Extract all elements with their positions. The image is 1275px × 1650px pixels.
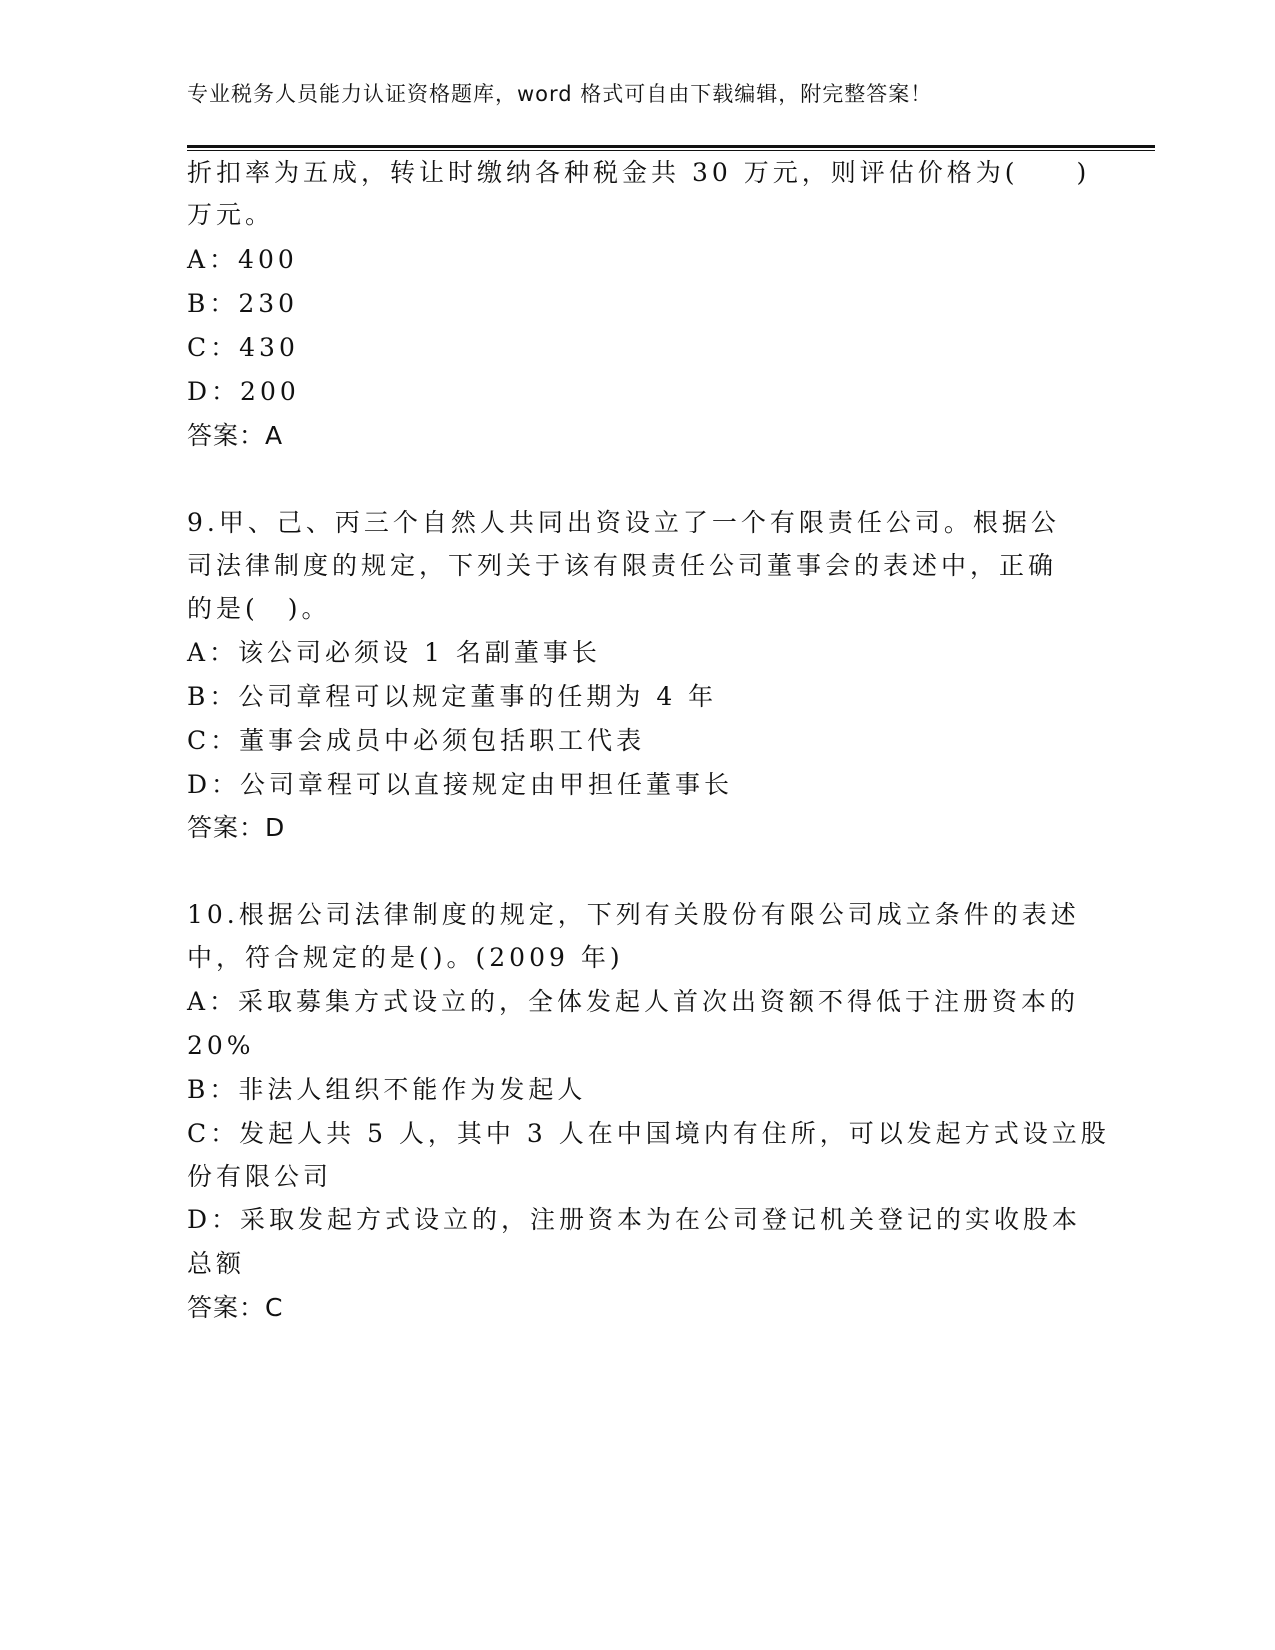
- q8-option-c: C：430: [187, 333, 299, 362]
- q10-option-c: C：发起人共 5 人，其中 3 人在中国境内有住所，可以发起方式设立股: [187, 1119, 1110, 1148]
- q8-stem-line: 折扣率为五成，转让时缴纳各种税金共 30 万元，则评估价格为( ): [187, 158, 1091, 187]
- q10-option-d-cont: 总额: [187, 1249, 246, 1278]
- q10-option-d: D：采取发起方式设立的，注册资本为在公司登记机关登记的实收股本: [187, 1205, 1082, 1234]
- page-header: 专业税务人员能力认证资格题库，word 格式可自由下载编辑，附完整答案！: [187, 82, 933, 106]
- q9-option-c: C：董事会成员中必须包括职工代表: [187, 726, 646, 755]
- q10-stem-line: 中，符合规定的是()。(2009 年): [187, 943, 624, 972]
- q9-stem-line: 的是( )。: [187, 594, 331, 623]
- q9-option-d: D：公司章程可以直接规定由甲担任董事长: [187, 770, 734, 799]
- q9-stem-line: 司法律制度的规定，下列关于该有限责任公司董事会的表述中，正确: [187, 551, 1058, 580]
- q9-option-a: A：该公司必须设 1 名副董事长: [187, 638, 601, 667]
- q8-option-a: A：400: [187, 245, 298, 274]
- q9-answer: 答案：D: [187, 813, 286, 842]
- q10-answer: 答案：C: [187, 1293, 284, 1322]
- q10-option-b: B：非法人组织不能作为发起人: [187, 1075, 587, 1104]
- header-divider-thick: [187, 145, 1155, 148]
- q8-option-b: B：230: [187, 289, 299, 318]
- q10-stem-line: 10.根据公司法律制度的规定，下列有关股份有限公司成立条件的表述: [187, 900, 1080, 929]
- q9-option-b: B：公司章程可以规定董事的任期为 4 年: [187, 682, 718, 711]
- q8-stem-line: 万元。: [187, 200, 275, 229]
- header-divider-thin: [187, 150, 1155, 151]
- q8-answer: 答案：A: [187, 421, 284, 450]
- q10-option-a-cont: 20%: [187, 1031, 255, 1060]
- q10-option-a: A：采取募集方式设立的，全体发起人首次出资额不得低于注册资本的: [187, 987, 1080, 1016]
- q10-option-c-cont: 份有限公司: [187, 1162, 333, 1191]
- q9-stem-line: 9.甲、己、丙三个自然人共同出资设立了一个有限责任公司。根据公: [187, 508, 1060, 537]
- q8-option-d: D：200: [187, 377, 300, 406]
